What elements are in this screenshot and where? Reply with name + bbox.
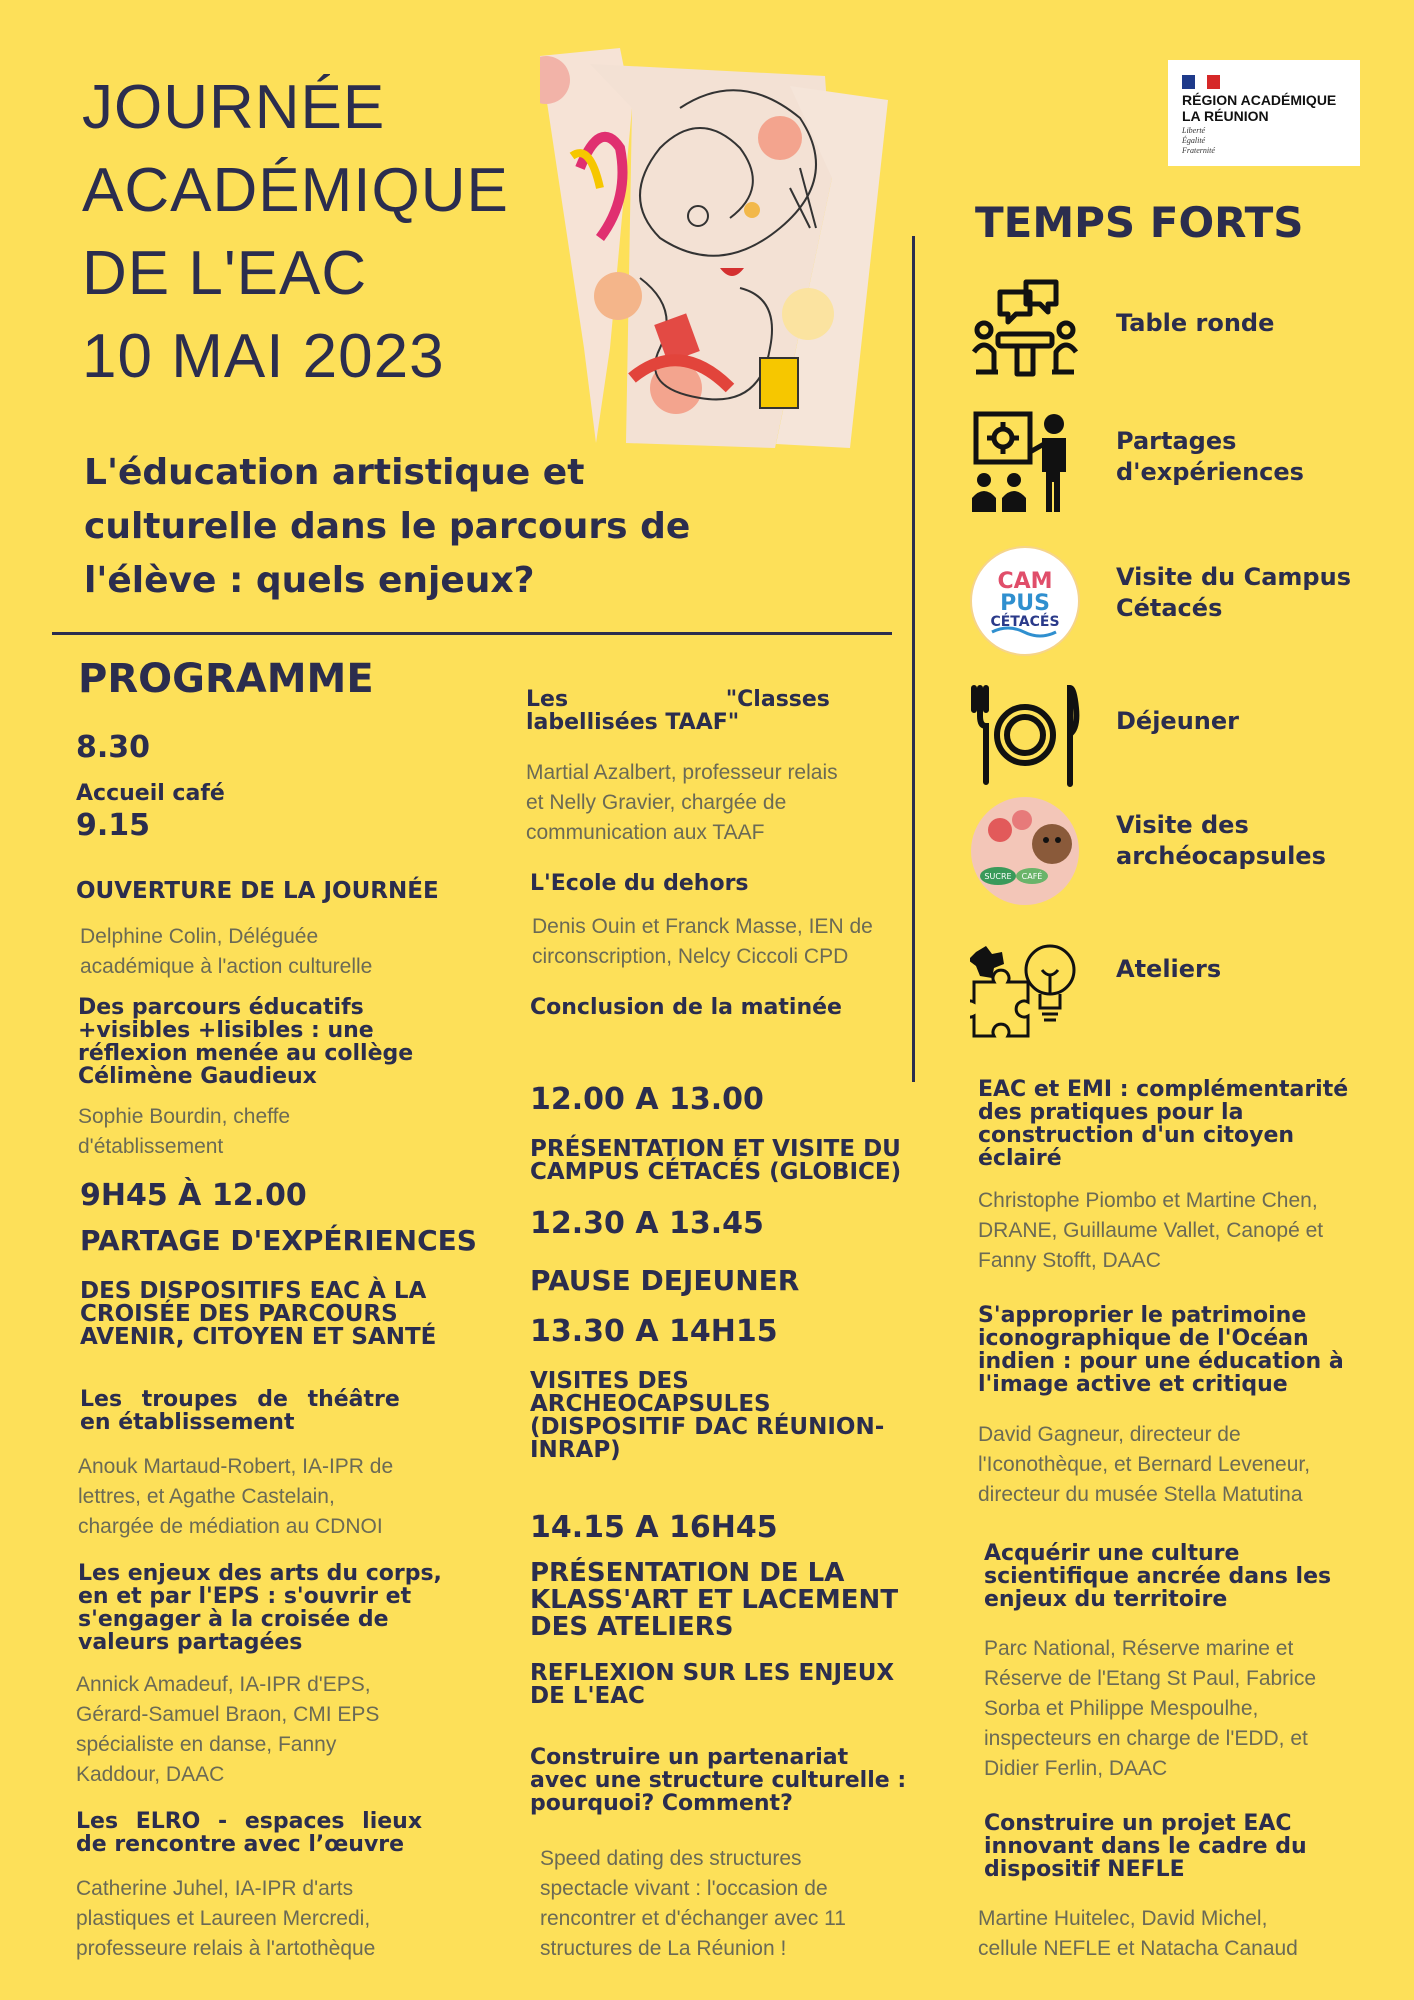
event-subtitle: L'éducation artistique et culturelle dans le parcours de l'élève : quels enjeux?	[84, 452, 691, 601]
visites-archeocapsules: VISITES DES ARCHEOCAPSULES (DISPOSITIF DAC RÉUNION- INRAP)	[530, 1368, 885, 1463]
ouverture-heading: OUVERTURE DE LA JOURNÉE	[76, 878, 439, 904]
partenariat-details: Speed dating des structures spectacle vivant : l'occasion de rencontrer et d'échanger avec 11 structures de La Réunion !	[540, 1847, 846, 1960]
round-table-icon	[970, 272, 1080, 382]
dehors-title: L'Ecole du dehors	[530, 871, 749, 896]
classes-speakers: Martial Azalbert, professeur relais et Nelly Gravier, chargée de communication aux TAAF	[526, 761, 838, 844]
temps-fort-campus: Visite du Campus Cétacés	[1116, 563, 1351, 622]
emi-speakers: Christophe Piombo et Martine Chen, DRANE, Guillaume Vallet, Canopé et Fanny Stofft, DAAC	[978, 1189, 1324, 1272]
divider-horizontal	[52, 632, 892, 635]
nefle-speakers: Martine Huitelec, David Michel, cellule NEFLE et Natacha Canaud	[978, 1907, 1298, 1960]
partenariat-title: Construire un partenariat avec une structure culturelle : pourquoi? Comment?	[530, 1745, 907, 1816]
svg-text:PUS: PUS	[1000, 591, 1050, 616]
svg-text:CAFÉ: CAFÉ	[1021, 872, 1043, 881]
pause-dejeuner: PAUSE DEJEUNER	[530, 1264, 800, 1297]
presentation-campus: PRÉSENTATION ET VISITE DU CAMPUS CÉTACÉS (GLOBICE)	[530, 1136, 902, 1185]
troupes-speakers: Anouk Martaud-Robert, IA-IPR de lettres, et Agathe Castelain, chargée de médiation au CDNOI	[78, 1455, 394, 1538]
parcours-speakers: Sophie Bourdin, cheffe d'établissement	[78, 1105, 291, 1158]
patrimoine-title: S'approprier le patrimoine iconographique de l'Océan indien : pour une éducation à l'image active et critique	[978, 1303, 1344, 1397]
temps-fort-archeocapsules: Visite des archéocapsules	[1116, 811, 1326, 870]
time-915: 9.15	[76, 808, 151, 843]
dispositifs-heading: DES DISPOSITIFS EAC À LA CROISÉE DES PARCOURS AVENIR, CITOYEN ET SANTÉ	[80, 1278, 437, 1350]
corps-title: Les enjeux des arts du corps, en et par l'EPS : s'ouvrir et s'engager à la croisée de valeurs partagées	[78, 1561, 442, 1655]
time-945: 9H45 À 12.00	[80, 1178, 307, 1213]
elro-speakers: Catherine Juhel, IA-IPR d'arts plastiques et Laureen Mercredi, professeure relais à l'artothèque	[76, 1877, 376, 1960]
event-title: JOURNÉE ACADÉMIQUE DE L'EAC 10 MAI 2023	[82, 73, 509, 391]
culture-speakers: Parc National, Réserve marine et Réserve de l'Etang St Paul, Fabrice Sorba et Philippe Mespoulhe, inspecteurs en charge de l'EDD, et Didier Ferlin, DAAC	[984, 1637, 1317, 1780]
temps-fort-dejeuner: Déjeuner	[1116, 707, 1239, 735]
divider-vertical	[912, 236, 915, 1082]
ouverture-speakers: Delphine Colin, Déléguée académique à l'action culturelle	[80, 925, 373, 978]
presentation-icon	[970, 408, 1080, 518]
time-1200: 12.00 A 13.00	[530, 1082, 764, 1117]
corps-speakers: Annick Amadeuf, IA-IPR d'EPS, Gérard-Samuel Braon, CMI EPS spécialiste en danse, Fanny Kaddour, DAAC	[76, 1673, 380, 1786]
classes-title: Les "Classes labellisées TAAF"	[526, 687, 830, 735]
temps-fort-table-ronde: Table ronde	[1116, 309, 1275, 337]
logo-motto: Liberté Égalité Fraternité	[1182, 126, 1215, 155]
patrimoine-speakers: David Gagneur, directeur de l'Iconothèque, et Bernard Leveneur, directeur du musée Stella Matutina	[978, 1423, 1311, 1506]
time-1230: 12.30 A 13.45	[530, 1206, 764, 1241]
culture-title: Acquérir une culture scientifique ancrée dans les enjeux du territoire	[984, 1541, 1332, 1612]
decorative-artwork	[540, 48, 890, 448]
accueil-cafe: Accueil café	[76, 781, 225, 806]
partage-heading: PARTAGE D'EXPÉRIENCES	[80, 1224, 477, 1257]
time-1415: 14.15 A 16H45	[530, 1510, 778, 1545]
emi-title: EAC et EMI : complémentarité des pratiques pour la construction d'un citoyen éclairé	[978, 1077, 1349, 1171]
temps-forts-heading: TEMPS FORTS	[975, 198, 1304, 247]
svg-text:CÉTACÉS: CÉTACÉS	[990, 614, 1060, 630]
archeocapsules-icon	[970, 796, 1080, 906]
nefle-title: Construire un projet EAC innovant dans le cadre du dispositif NEFLE	[984, 1811, 1307, 1882]
svg-text:SUCRE: SUCRE	[984, 872, 1012, 881]
logo-text: RÉGION ACADÉMIQUE LA RÉUNION	[1182, 92, 1337, 124]
plate-cutlery-icon	[970, 680, 1080, 790]
troupes-title: Les troupes de théâtre en établissement	[80, 1387, 400, 1435]
time-1330: 13.30 A 14H15	[530, 1314, 778, 1349]
conclusion-title: Conclusion de la matinée	[530, 995, 842, 1020]
svg-text:CAM: CAM	[997, 569, 1053, 594]
region-academique-logo	[1168, 60, 1360, 166]
klassart-heading: PRÉSENTATION DE LA KLASS'ART ET LACEMENT DES ATELIERS	[530, 1558, 899, 1642]
temps-fort-ateliers: Ateliers	[1116, 955, 1222, 983]
elro-title: Les ELRO - espaces lieux de rencontre avec l’œuvre	[76, 1809, 423, 1857]
campus-cetaces-icon	[970, 546, 1080, 656]
dehors-speakers: Denis Ouin et Franck Masse, IEN de circonscription, Nelcy Ciccoli CPD	[532, 915, 873, 968]
flag-icon	[1182, 74, 1220, 88]
programme-heading: PROGRAMME	[78, 656, 374, 702]
time-830: 8.30	[76, 730, 151, 765]
puzzle-bulb-icon	[970, 930, 1080, 1040]
parcours-title: Des parcours éducatifs +visibles +lisibles : une réflexion menée au collège Célimène Gaudieux	[78, 995, 414, 1089]
temps-fort-partages: Partages d'expériences	[1116, 427, 1304, 486]
reflexion-heading: REFLEXION SUR LES ENJEUX DE L'EAC	[530, 1660, 895, 1709]
